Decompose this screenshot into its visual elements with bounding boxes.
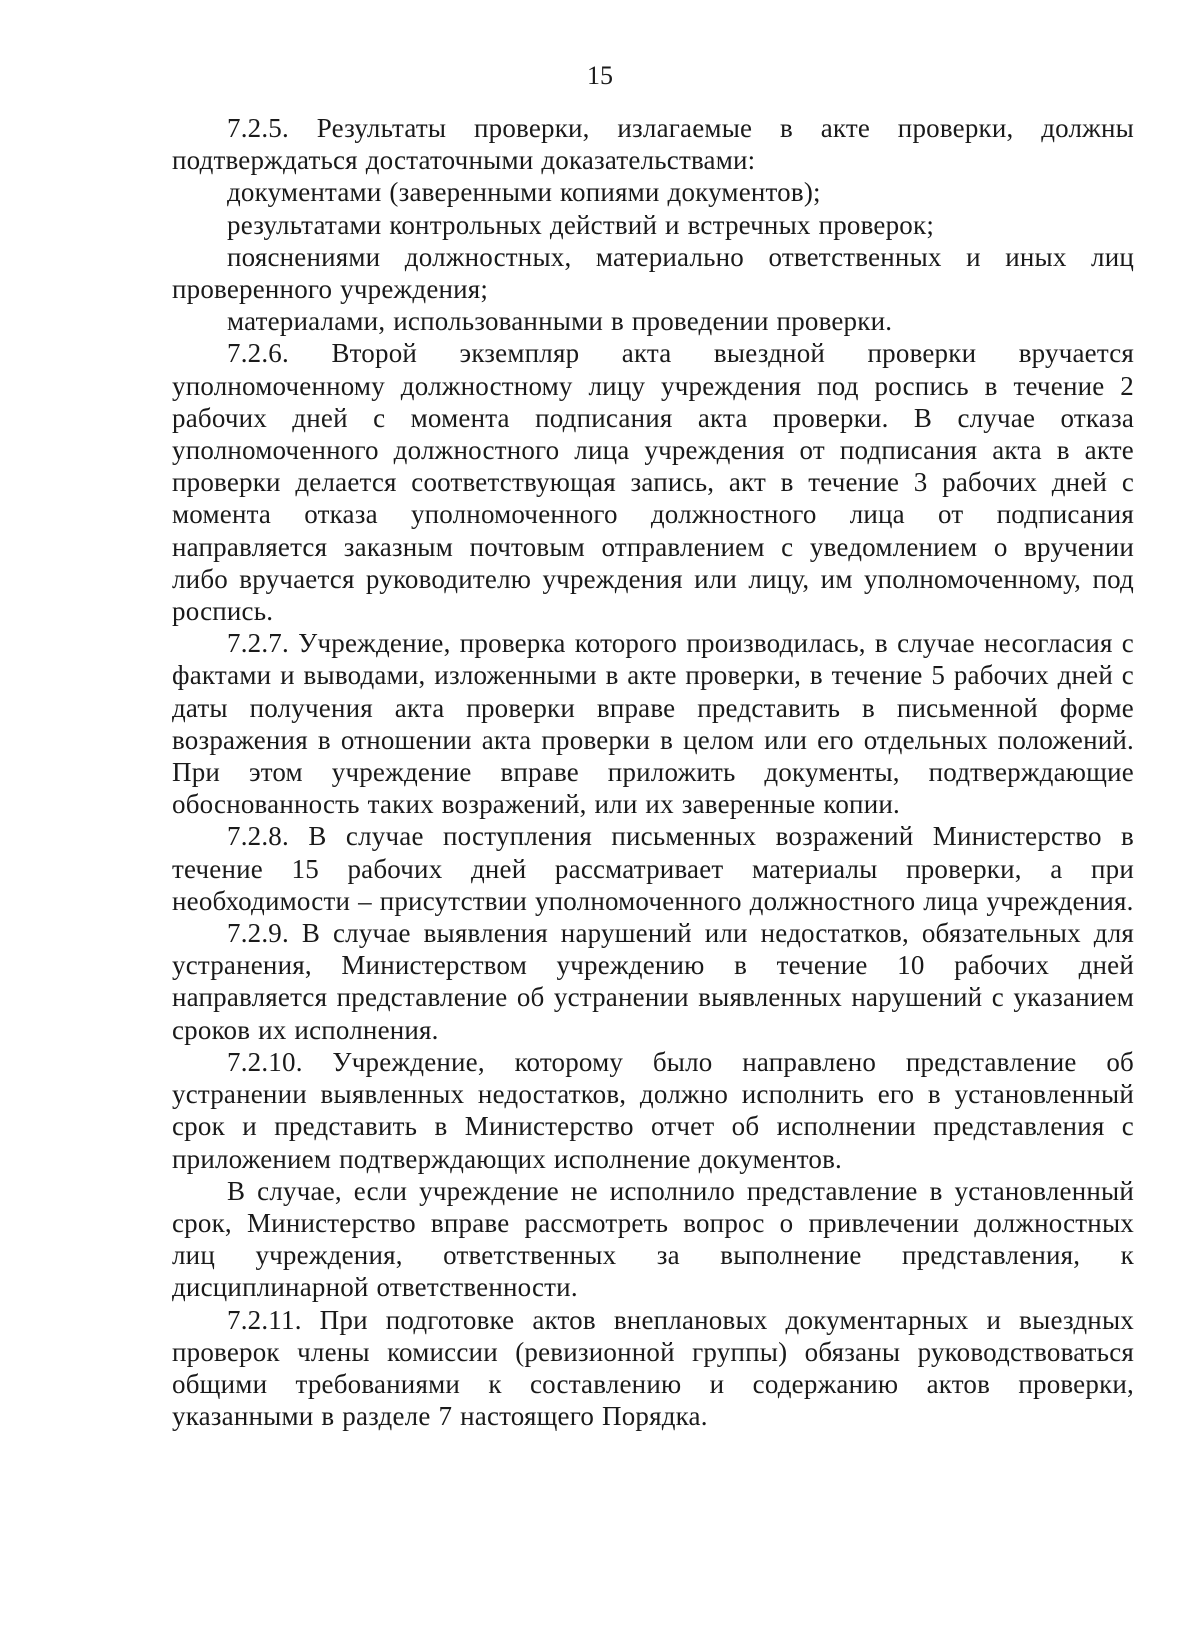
list-item-materials: материалами, использованными в проведении проверки. <box>227 306 893 337</box>
page-number: 15 <box>587 61 613 90</box>
paragraph-7-2-9: 7.2.9. В случае выявления нарушений или недостатков, обязательных для устранения, Министерством учреждению в течение 10 рабочих дней направляется представление об устранении выявленных нарушений с указанием сроков их исполнения. <box>172 918 1134 1045</box>
document-body <box>172 112 1134 1432</box>
paragraph-7-2-7: 7.2.7. Учреждение, проверка которого производилась, в случае несогласия с фактами и выводами, изложенными в акте проверки, в течение 5 рабочих дней с даты получения акта проверки вправе представить в письменной форме возражения в отношении акта проверки в целом или его отдельных положений. При этом учреждение вправе приложить документы, подтверждающие обоснованность таких возражений, или их заверенные копии. <box>172 628 1134 820</box>
paragraph-7-2-8: 7.2.8. В случае поступления письменных возражений Министерство в течение 15 рабочих дней рассматривает материалы проверки, а при необходимости – присутствии уполномоченного должностного лица учреждения. <box>172 821 1134 916</box>
paragraph-7-2-11: 7.2.11. При подготовке актов внеплановых документарных и выездных проверок члены комиссии (ревизионной группы) обязаны руководствоваться общими требованиями к составлению и содержанию актов проверки, указанными в разделе 7 настоящего Порядка. <box>172 1304 1134 1432</box>
list-item-control-results: результатами контрольных действий и встречных проверок; <box>227 209 935 240</box>
list-item-documents: документами (заверенными копиями документов); <box>227 177 821 208</box>
paragraph-non-compliance: В случае, если учреждение не исполнило представление в установленный срок, Министерство вправе рассмотреть вопрос о привлечении должностных лиц учреждения, ответственных за выполнение представления, к дисциплинарной ответственности. <box>172 1175 1134 1303</box>
paragraph-7-2-6: 7.2.6. Второй экземпляр акта выездной проверки вручается уполномоченному должностному лицу учреждения под роспись в течение 2 рабочих дней с момента подписания акта проверки. В случае отказа уполномоченного должностного лица учреждения от подписания акта в акте проверки делается соответствующая запись, акт в течение 3 рабочих дней с момента отказа уполномоченного должностного лица от подписания направляется заказным почтовым отправлением с уведомлением о вручении либо вручается руководителю учреждения или лицу, им уполномоченному, под роспись. <box>172 338 1134 627</box>
paragraph-7-2-5: 7.2.5. Результаты проверки, излагаемые в акте проверки, должны подтверждаться достаточными доказательствами: <box>172 113 1134 176</box>
paragraph-7-2-10: 7.2.10. Учреждение, которому было направлено представление об устранении выявленных недостатков, должно исполнить его в установленный срок и представить в Министерство отчет об исполнении представления с приложением подтверждающих исполнение документов. <box>172 1046 1134 1174</box>
list-item-explanations: пояснениями должностных, материально ответственных и иных лиц проверенного учреждения; <box>172 241 1134 305</box>
